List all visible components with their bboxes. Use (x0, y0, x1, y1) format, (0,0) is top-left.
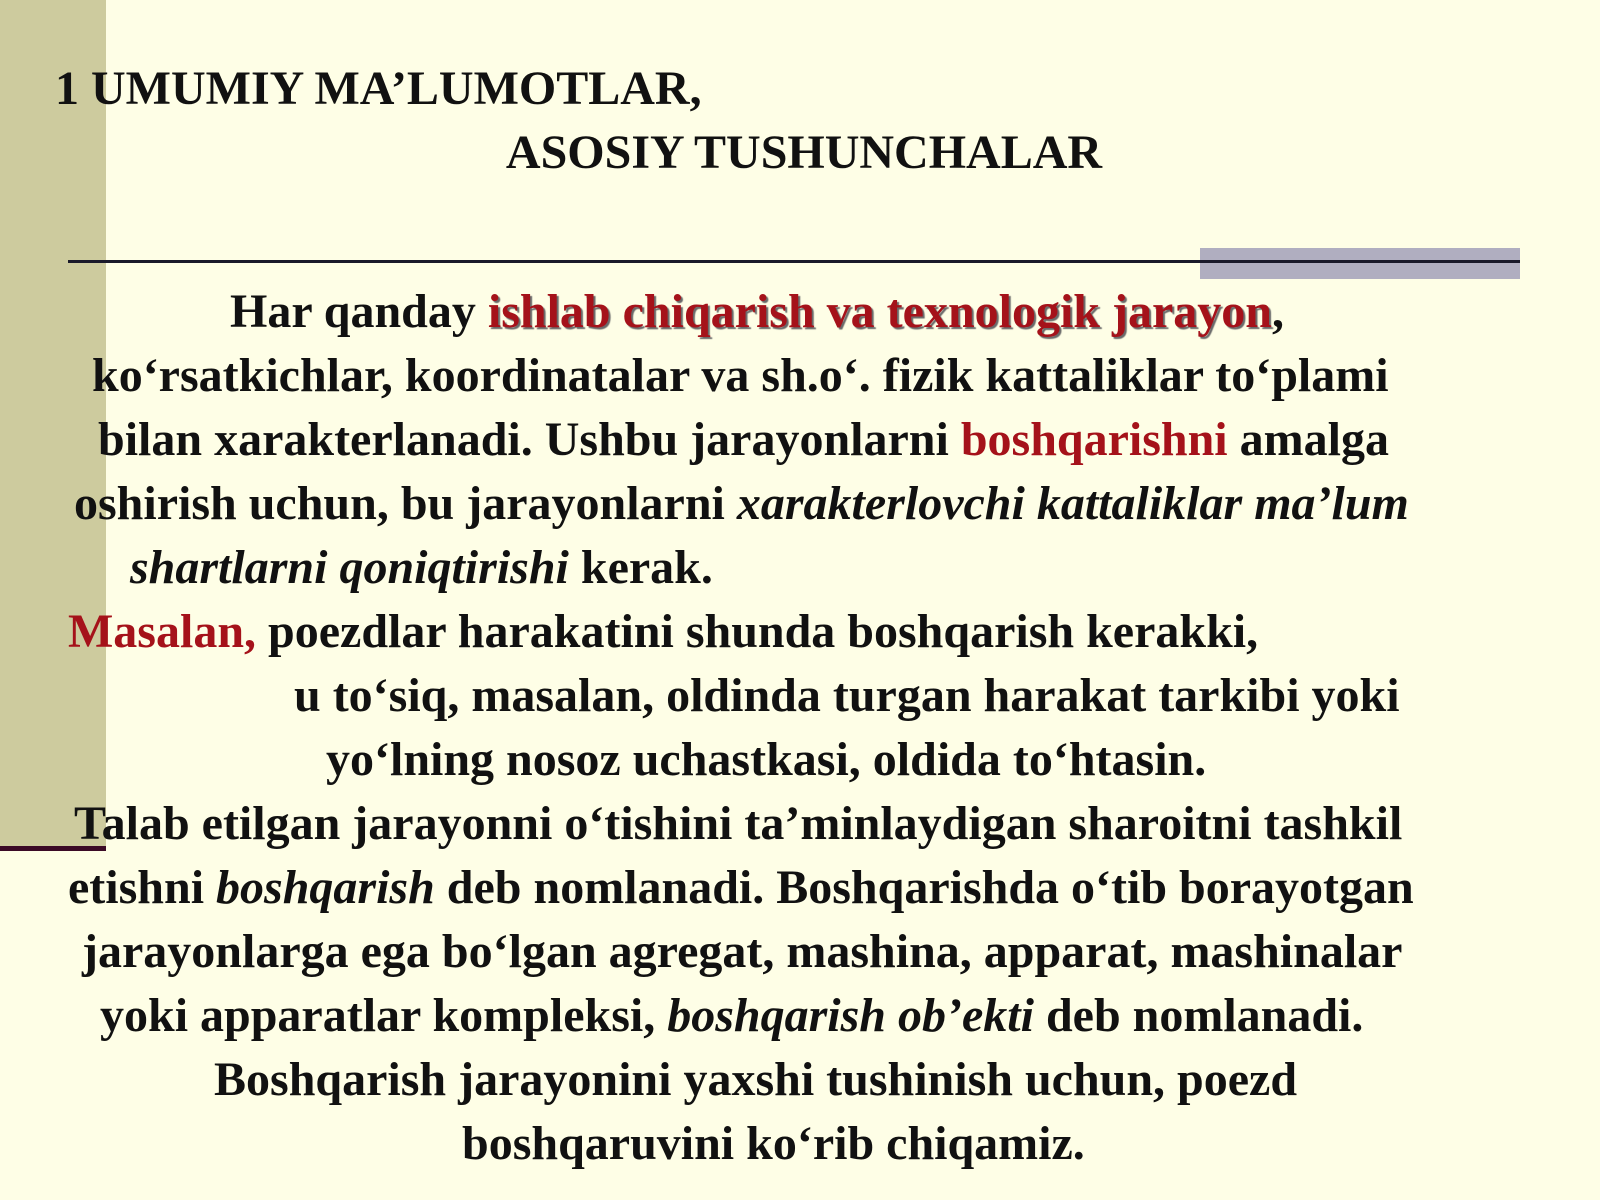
p1-text-c: , (1271, 285, 1284, 338)
p3-line4-c: deb nomlanadi. (1033, 989, 1364, 1042)
p1-line3-highlight: boshqarishni (960, 413, 1228, 466)
p1-line4-a: oshirish uchun, bu jarayonlarni (74, 477, 737, 530)
title-divider (68, 260, 1520, 263)
p1-highlight: ishlab chiqarish va texnologik jarayon (487, 285, 1272, 338)
p1-line5-b: kerak. (568, 541, 713, 594)
slide-title-line1: 1 UMUMIY MA’LUMOTLAR, (55, 62, 702, 115)
p1-line2: ko‘rsatkichlar, koordinatalar va sh.o‘. fizik kattaliklar to‘plami (92, 349, 1389, 402)
p2-line3: yo‘lning nosoz uchastkasi, oldida to‘htasin. (326, 733, 1207, 786)
p2-line1-b: poezdlar harakatini shunda boshqarish kerakki, (256, 605, 1259, 658)
p1-line3-a: bilan xarakterlanadi. Ushbu jarayonlarni (98, 413, 961, 466)
p3-line4 (100, 984, 1363, 1048)
p1-line3 (98, 408, 1389, 472)
p3-line2-c: deb nomlanadi. Boshqarishda o‘tib borayotgan (434, 861, 1414, 914)
p3-line5: Boshqarish jarayonini yaxshi tushinish uchun, poezd (214, 1053, 1298, 1106)
slide-title-line2 (0, 124, 1600, 182)
p1-line5 (130, 536, 713, 600)
p3-line4-a: yoki apparatlar kompleksi, (100, 989, 668, 1042)
p3-line1: Talab etilgan jarayonni o‘tishini ta’minlaydigan sharoitni tashkil (74, 797, 1403, 850)
p1-line4-italic: xarakterlovchi kattaliklar ma’lum (736, 477, 1409, 530)
p1-line5-italic: shartlarni qoniqtirishi (130, 541, 569, 594)
p1-line3-c: amalga (1227, 413, 1389, 466)
p2-line1 (68, 600, 1258, 664)
p3-line2 (68, 856, 1414, 920)
p2-line2: u to‘siq, masalan, oldinda turgan harakat tarkibi yoki (294, 669, 1400, 722)
p1-line1 (230, 280, 1284, 344)
slide-title-line2-text: ASOSIY TUSHUNCHALAR (505, 126, 1103, 179)
p2-highlight: Masalan, (68, 605, 257, 658)
p3-line6: boshqaruvini ko‘rib chiqamiz. (462, 1117, 1085, 1170)
p3-line2-italic: boshqarish (216, 861, 435, 914)
p1-text-a: Har qanday (230, 285, 488, 338)
divider-accent-bar (1200, 248, 1520, 279)
p3-line3: jarayonlarga ega bo‘lgan agregat, mashina, apparat, mashinalar (82, 925, 1403, 978)
p1-line4 (74, 472, 1409, 536)
p3-line2-a: etishni (68, 861, 217, 914)
p3-line4-italic: boshqarish ob’ekti (667, 989, 1034, 1042)
